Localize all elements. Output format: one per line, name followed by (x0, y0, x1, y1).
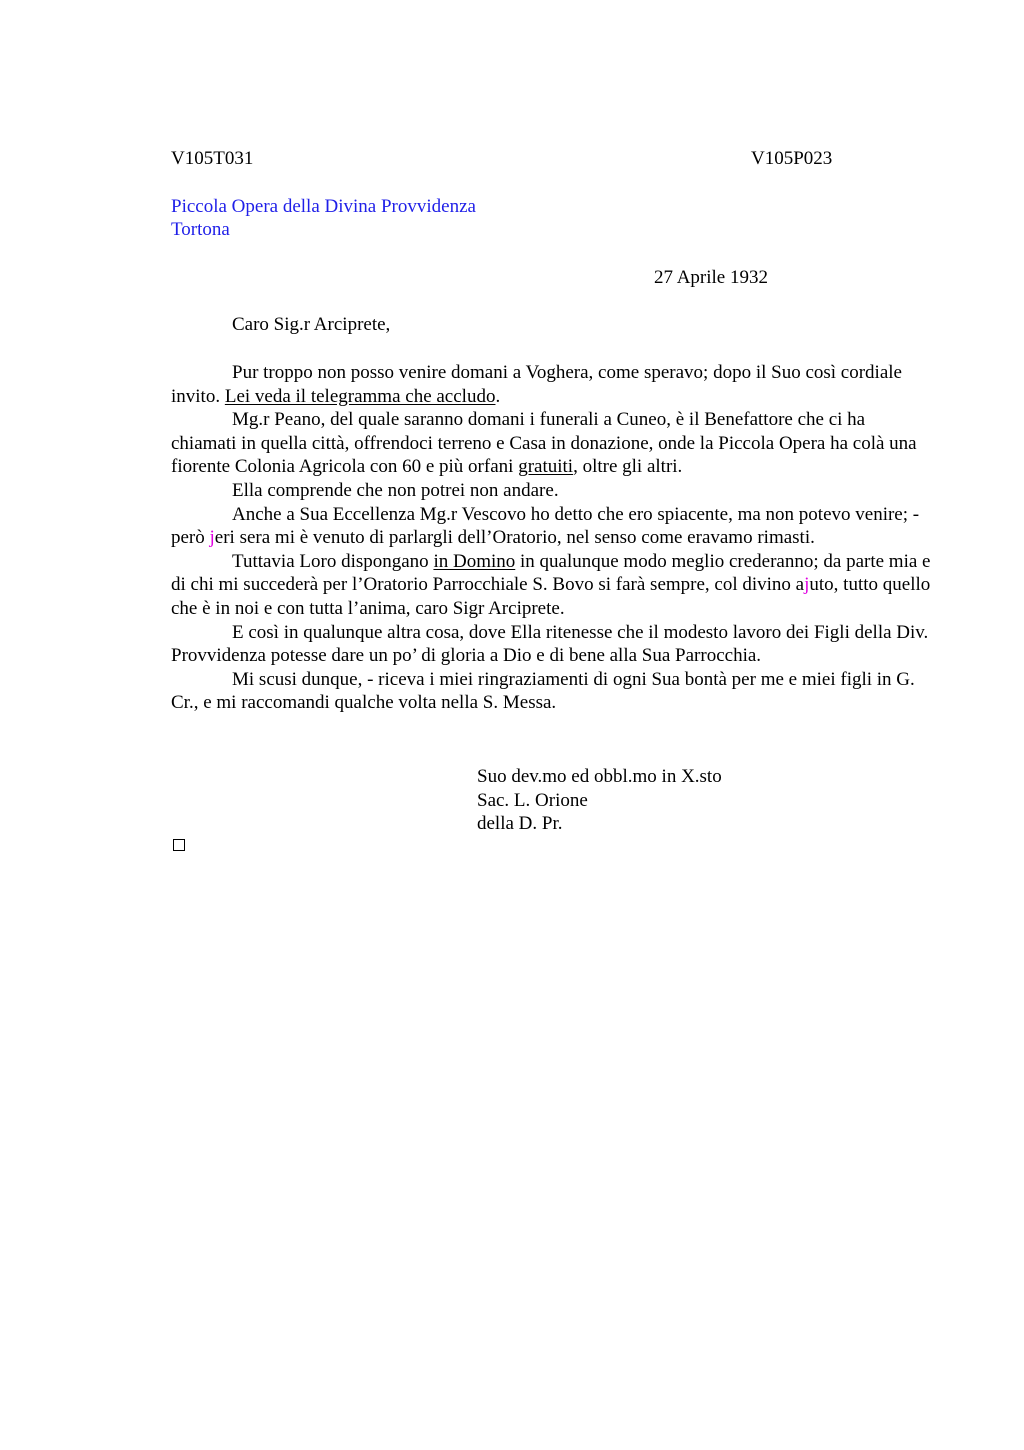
paragraph-1-end: . (495, 385, 501, 407)
paragraph-5-end: uto, tutto quello che è in noi e con tutta l’anima, caro Sigr Arciprete. (171, 574, 931, 619)
paragraph-1-text: Pur troppo non posso venire domani a Voghera, come speravo; dopo il Suo così cordiale invito. (171, 362, 902, 407)
paragraph-2-text: Mg.r Peano, del quale saranno domani i funerali a Cuneo, è il Benefattore che ci ha chiamati in quella città, offrendoci terreno e Casa in donazione, onde la Piccola Opera ha colà una fiorente Colonia Agricola con 60 e più orfani (171, 409, 917, 478)
document-code-left: V105T031 (171, 148, 254, 169)
highlighted-letter: j (804, 574, 810, 596)
paragraph-2-end: , oltre gli altri. (573, 456, 683, 478)
checkbox-square-icon (173, 839, 185, 851)
salutation: Caro Sig.r Arciprete, (232, 314, 391, 335)
signer-affiliation: della D. Pr. (477, 813, 563, 834)
letterhead-organization: Piccola Opera della Divina Provvidenza (171, 196, 476, 217)
highlighted-letter: j (209, 527, 215, 549)
underlined-word: gratuiti (518, 456, 574, 478)
letterhead-city: Tortona (171, 219, 230, 240)
document-code-right: V105P023 (751, 148, 833, 169)
closing-line: Suo dev.mo ed obbl.mo in X.sto (477, 766, 722, 787)
paragraph-4 (171, 503, 931, 550)
paragraph-1 (171, 361, 931, 408)
paragraph-7: Mi scusi dunque, - riceva i miei ringraziamenti di ogni Sua bontà per me e miei figli in G. Cr., e mi raccomandi qualche volta nella S. Messa. (171, 668, 915, 714)
paragraph-6: E così in qualunque altra cosa, dove Ella ritenesse che il modesto lavoro dei Figli della Div. Provvidenza potesse dare un po’ di gloria a Dio e di bene alla Sua Parrocchia. (171, 621, 929, 667)
paragraph-5 (171, 550, 931, 621)
signer-name: Sac. L. Orione (477, 789, 588, 811)
paragraph-5-text: Tuttavia Loro dispongano (232, 550, 434, 572)
paragraph-5-middle: in qualunque modo meglio crederanno; da parte mia e di chi mi succederà per l’Oratorio Parrocchiale S. Bovo si farà sempre, col divino a (171, 550, 931, 596)
paragraph-4-text: Anche a Sua Eccellenza Mg.r Vescovo ho detto che ero spiacente, ma non potevo venire; - però (171, 503, 920, 549)
paragraph-4-end: eri sera mi è venuto di parlargli dell’Oratorio, nel senso come eravamo rimasti. (214, 527, 815, 549)
letter-body (171, 361, 931, 715)
signature-block (477, 765, 722, 836)
paragraph-2 (171, 408, 931, 479)
letter-date: 27 Aprile 1932 (654, 267, 768, 288)
underlined-phrase: in Domino (433, 550, 516, 572)
paragraph-3: Ella comprende che non potrei non andare. (232, 479, 559, 501)
underlined-phrase: Lei veda il telegramma che accludo (224, 385, 496, 407)
